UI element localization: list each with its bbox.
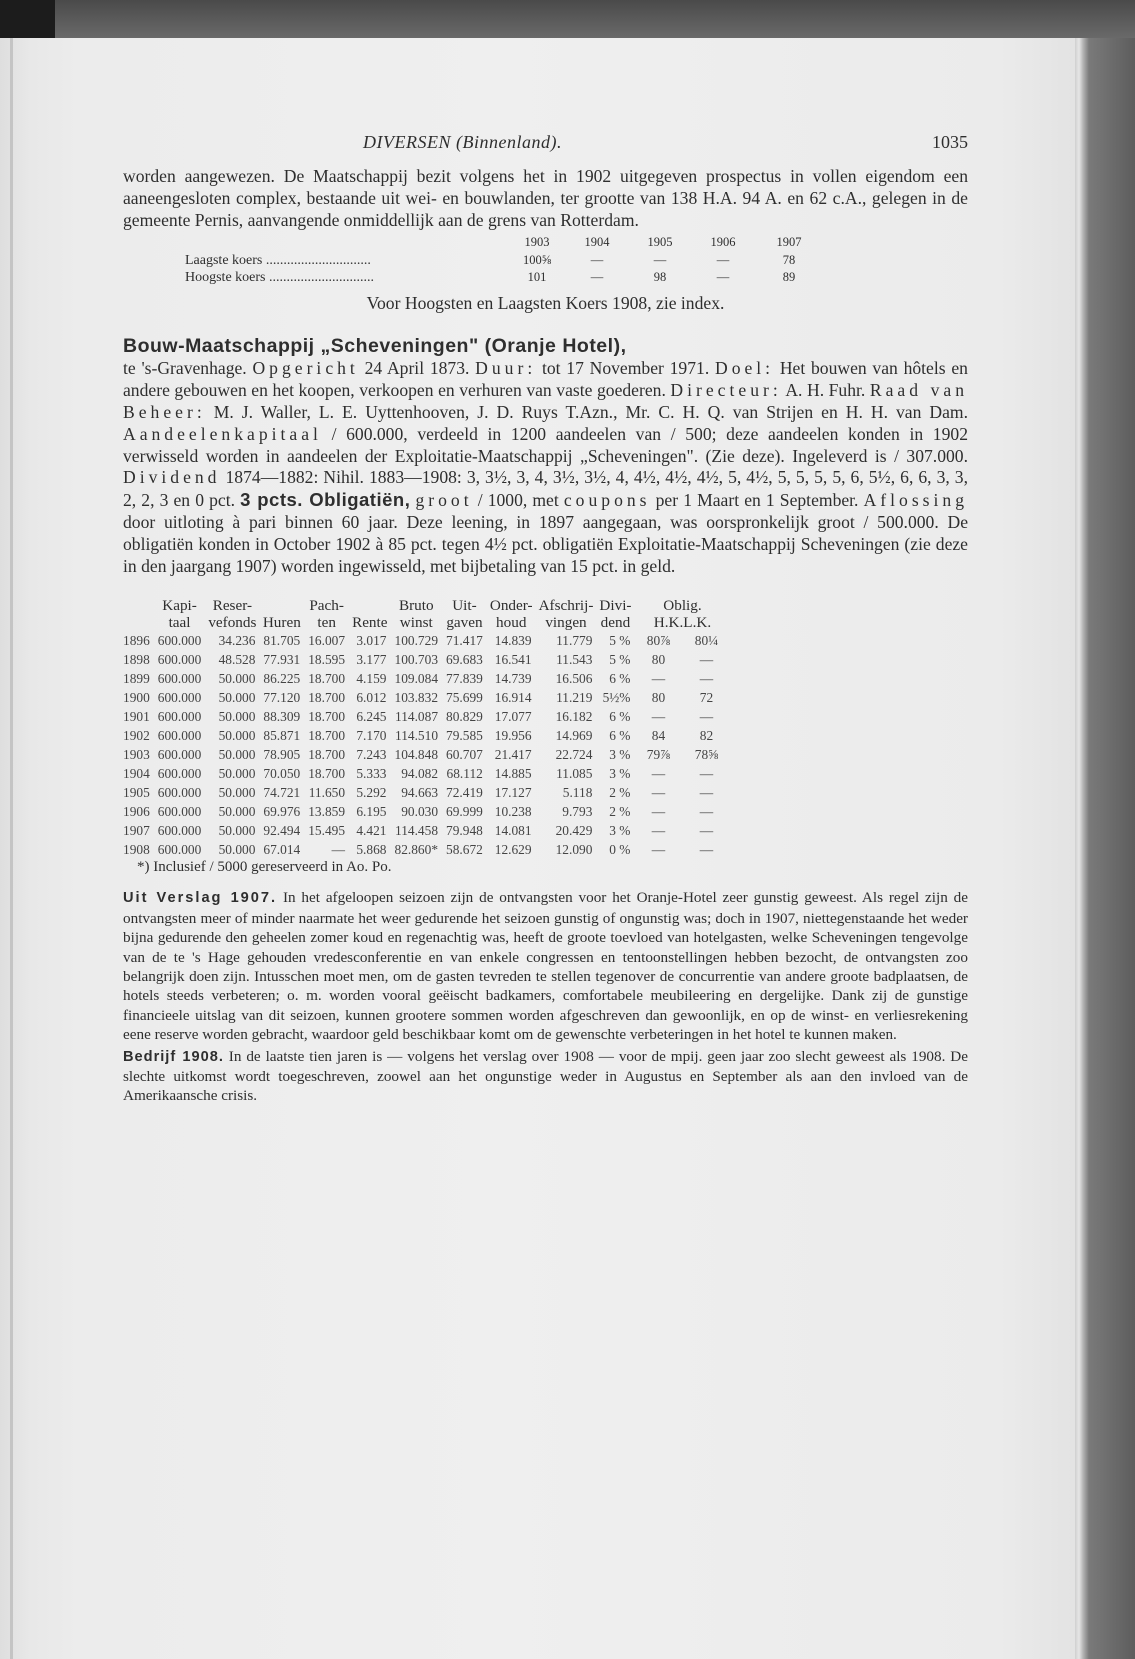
row-year: 1898 [123, 652, 150, 668]
table-cell: 22.724 [555, 747, 593, 763]
raad-label: Raad van Beheer: [123, 380, 968, 422]
table-cell: 69.683 [446, 652, 483, 668]
table-cell: 10.238 [494, 804, 532, 820]
table-cell: 14.969 [555, 728, 593, 744]
table-cell: — [651, 823, 666, 839]
table-cell: 9.793 [562, 804, 593, 820]
table-cell: 103.832 [394, 690, 439, 706]
financial-table [121, 597, 730, 859]
table-cell: 114.510 [395, 728, 439, 744]
opgericht-value: 24 April 1873. [364, 358, 470, 379]
row-year: 1904 [123, 766, 150, 782]
table-cell: 50.000 [218, 690, 256, 706]
table-cell: 3 % [609, 747, 631, 763]
table-cell: — [699, 652, 714, 668]
table-cell: 600.000 [157, 842, 202, 858]
table-cell: — [699, 804, 714, 820]
doel-value: Het bouwen van hôtels en andere gebouwen en het koopen, verkoopen en verhuren van vaste goederen. [123, 358, 968, 401]
dividend-value: 1874—1882: Nihil. 1883—1908: 3, 3½, 3, 4, 3½, 3½, 4, 4½, 4½, 4½, 5, 4½, 5, 5, 5, 5, 6, 5½, 6, 6, 3, 3, 2, 2, 3 en 0 pct. [123, 467, 968, 511]
table-cell: 18.700 [308, 690, 346, 706]
table-cell: 18.700 [308, 671, 346, 687]
table-cell: 109.084 [394, 671, 439, 687]
koers-value: — [590, 270, 604, 285]
table-cell: 50.000 [218, 842, 256, 858]
table-cell: 77.120 [263, 690, 301, 706]
col-header-year [121, 597, 154, 631]
col-header-dividend: Divi- dend [599, 597, 632, 632]
koers-year: 1906 [710, 235, 736, 250]
table-cell: 14.081 [494, 823, 532, 839]
table-cell: — [651, 766, 666, 782]
table-cell: 6.012 [356, 690, 387, 706]
table-cell: 5½% [602, 690, 631, 706]
table-cell: — [699, 709, 714, 725]
doel-label: Doel: [714, 358, 775, 379]
koers-value: — [716, 270, 730, 285]
table-cell: 600.000 [157, 690, 202, 706]
table-row [121, 688, 730, 707]
opgericht-label: Opgericht [252, 358, 359, 379]
table-cell: 19.956 [494, 728, 532, 744]
table-cell: — [699, 842, 714, 858]
table-cell: 50.000 [218, 785, 256, 801]
kapitaal-label: Aandeelenkapitaal [123, 423, 322, 444]
table-cell: 58.672 [446, 842, 483, 858]
table-cell: 78⅝ [694, 747, 719, 763]
koers-note: Voor Hoogsten en Laagsten Koers 1908, zie index. [366, 293, 725, 314]
running-head [123, 128, 968, 158]
col-header-kapitaal: Kapi- taal [162, 597, 197, 632]
table-cell: 80 [651, 690, 666, 706]
aflossing-label: Aflossing [863, 490, 969, 511]
row-year: 1901 [123, 709, 150, 725]
table-cell: 80⅞ [646, 633, 671, 649]
table-cell: 17.127 [494, 785, 532, 801]
company-place: te 's-Gravenhage. [123, 358, 247, 379]
col-header-onderhoud: Onder- houd [489, 597, 533, 632]
table-cell: 72.419 [446, 785, 483, 801]
table-cell: 14.839 [494, 633, 532, 649]
directeur-value: A. H. Fuhr. [785, 380, 866, 401]
koers-value: 100⅝ [522, 253, 552, 268]
aflossing-value: door uitloting à pari binnen 60 jaar. Deze leening, in 1897 aangegaan, was oorspronkelijk groot / 500.000. De obligatiën konden in October 1902 à 85 pct. tegen 4½ pct. obligatiën Exploitatie-Maatschappij Scheveningen (zie deze in den jaargang 1907) worden ingewisseld, met bijbetaling van 15 pct. in geld. [123, 511, 968, 576]
table-cell: 16.007 [308, 633, 346, 649]
table-cell: 72 [699, 690, 714, 706]
row-year: 1902 [123, 728, 150, 744]
table-cell: 114.458 [395, 823, 439, 839]
book-binding-edge [1075, 38, 1135, 1659]
page-number: 1035 [932, 132, 968, 152]
table-cell: 11.085 [556, 766, 593, 782]
table-cell: 600.000 [157, 728, 202, 744]
table-cell: — [651, 785, 666, 801]
table-cell: 69.999 [446, 804, 483, 820]
table-cell: — [651, 709, 666, 725]
koers-value: 101 [527, 270, 547, 285]
table-cell: 16.182 [555, 709, 593, 725]
table-cell: 600.000 [157, 671, 202, 687]
table-footnote: *) Inclusief / 5000 gereserveerd in Ao. Po. [137, 859, 392, 876]
table-cell: 60.707 [446, 747, 483, 763]
col-header-pachten: Pach- ten [309, 597, 344, 632]
table-cell: 600.000 [157, 747, 202, 763]
table-cell: 11.543 [556, 652, 593, 668]
table-cell: 600.000 [157, 823, 202, 839]
col-header-uitgaven: Uit- gaven [446, 597, 483, 632]
table-cell: 79.948 [446, 823, 483, 839]
table-cell: 6.195 [356, 804, 387, 820]
table-cell: — [651, 804, 666, 820]
table-cell: 15.495 [308, 823, 346, 839]
table-cell: 0 % [609, 842, 631, 858]
table-row [121, 745, 730, 764]
table-cell: 114.087 [395, 709, 439, 725]
coupons-label: coupons [563, 490, 651, 511]
koers-year: 1903 [524, 235, 550, 250]
duur-value: tot 17 November 1971. [541, 358, 710, 379]
koers-year: 1905 [647, 235, 673, 250]
table-cell: 18.595 [308, 652, 346, 668]
table-cell: — [699, 671, 714, 687]
table-cell: 17.077 [494, 709, 532, 725]
table-cell: 600.000 [157, 804, 202, 820]
table-header-row [121, 597, 730, 631]
duur-label: Duur: [475, 358, 537, 379]
koers-value: 89 [782, 270, 796, 285]
table-cell: — [651, 671, 666, 687]
table-cell: 100.729 [394, 633, 439, 649]
koers-year: 1904 [584, 235, 610, 250]
table-row [121, 802, 730, 821]
table-cell: 6 % [609, 709, 631, 725]
koers-table [123, 233, 968, 293]
company-title: Bouw-Maatschappij „Scheveningen" (Oranje Hotel), [123, 335, 627, 358]
table-cell: 70.050 [263, 766, 301, 782]
table-cell: 82.860* [394, 842, 439, 858]
table-cell: 68.112 [446, 766, 483, 782]
raad-value: M. J. Waller, L. E. Uyttenhooven, J. D. Ruys T.Azn., Mr. C. H. Q. van Strijen en H. H. van Dam. [213, 401, 968, 422]
table-cell: 6.245 [356, 709, 387, 725]
table-row [121, 631, 730, 650]
table-cell: 50.000 [218, 804, 256, 820]
table-cell: 5 % [609, 633, 631, 649]
table-cell: — [699, 785, 714, 801]
col-header-oblig: Oblig. H.K.L.K. [653, 597, 712, 632]
bedrijf-1908 [123, 1047, 968, 1106]
table-cell: 5 % [609, 652, 631, 668]
table-cell: 100.703 [394, 652, 439, 668]
table-cell: 7.170 [356, 728, 387, 744]
table-row [121, 707, 730, 726]
table-cell: 600.000 [157, 766, 202, 782]
bedrijf-1908-heading: Bedrijf 1908. [123, 1048, 224, 1065]
table-cell: 80.829 [446, 709, 483, 725]
table-cell: 14.739 [494, 671, 532, 687]
table-cell: 5.118 [562, 785, 593, 801]
table-cell: 50.000 [218, 709, 256, 725]
table-cell: 2 % [609, 785, 631, 801]
table-cell: 84 [651, 728, 666, 744]
row-year: 1899 [123, 671, 150, 687]
scanner-top-edge [0, 0, 1135, 40]
financial-table-body [121, 631, 730, 859]
table-cell: 50.000 [218, 766, 256, 782]
kapitaal-value: / 600.000, verdeeld in 1200 aandeelen van / 500; deze aandeelen konden in 1902 verwisseld worden in aandeelen der Exploitatie-Maatschappij „Scheveningen". (Zie deze). Ingeleverd is / 307.000. [123, 423, 968, 466]
table-cell: 85.871 [263, 728, 301, 744]
table-cell: 50.000 [218, 823, 256, 839]
table-cell: 94.663 [401, 785, 439, 801]
verslag-1907-text: In het afgeloopen seizoen zijn de ontvangsten voor het Oranje-Hotel zeer gunstig geweest. Als regel zijn de ontvangsten meer of minder naarmate het weer gedurende het seizoen gunstig of ongunstig was; doch in 1907, niettegenstaande het weder bijna gedurende den geheelen zomer koud en regenachtig was, heeft de groote toevloed van hotelgasten, welke Scheveningen tengevolge van de te 's Hage gehouden vredesconferentie en van enkele congressen en tentoonstellingen hebben bezocht, de ontvangsten zoo belangrijk doen zijn. Intusschen moet men, om de gasten tevreden te stellen tegenover de concurrentie van andere groote badplaatsen, de hotels steeds verbeteren; o. m. worden vooral geëischt badkamers, comfortabele meubileering en dergelijke. Dank zij de gunstige financieele uitslag van dit seizoen, kunnen grootere sommen worden afgeschreven dan gewoonlijk, en op de winst- en verliesrekening eene reserve worden gebracht, waardoor geld beschikbaar komt om de gewenschte verbeteringen in het hotel te kunnen maken. [123, 889, 968, 1044]
table-cell: 75.699 [446, 690, 483, 706]
table-cell: 80 [651, 652, 666, 668]
col-header-reservefonds: Reser- vefonds [208, 597, 257, 632]
table-cell: 600.000 [157, 633, 202, 649]
koers-value: — [590, 253, 604, 268]
table-cell: 3.017 [356, 633, 387, 649]
table-cell: 4.421 [356, 823, 387, 839]
koers-value: 98 [653, 270, 667, 285]
table-cell: 71.417 [446, 633, 483, 649]
table-cell: 79.585 [446, 728, 483, 744]
table-cell: 74.721 [263, 785, 301, 801]
table-cell: 80¼ [694, 633, 719, 649]
table-cell: 11.650 [308, 785, 346, 801]
table-cell: — [331, 842, 346, 858]
table-row [121, 650, 730, 669]
table-cell: 90.030 [401, 804, 439, 820]
row-year: 1900 [123, 690, 150, 706]
table-cell: 48.528 [218, 652, 256, 668]
bedrijf-1908-text: In de laatste tien jaren is — volgens het verslag over 1908 — voor de mpij. geen jaar zoo slecht geweest als 1908. De slechte uitkomst wordt toegeschreven, zoowel aan het ongunstige weder in Augustus en September als aan den invloed van de Amerikaansche crisis. [123, 1047, 969, 1105]
page-content [123, 128, 968, 1106]
coupons-value: per 1 Maart en 1 September. [655, 490, 859, 511]
table-row [121, 783, 730, 802]
table-cell: 11.779 [556, 633, 593, 649]
company-description [123, 358, 968, 577]
table-row [121, 669, 730, 688]
table-cell: 3 % [609, 766, 631, 782]
table-cell: 600.000 [157, 652, 202, 668]
table-row [121, 821, 730, 840]
groot-label: groot [415, 490, 473, 511]
koers-value: 78 [782, 253, 796, 268]
table-cell: 79⅞ [646, 747, 671, 763]
row-year: 1903 [123, 747, 150, 763]
table-cell: 78.905 [263, 747, 301, 763]
table-cell: 11.219 [556, 690, 593, 706]
table-cell: 82 [699, 728, 714, 744]
table-cell: 3.177 [356, 652, 387, 668]
koers-label: Hoogste koers .............................. [185, 270, 374, 286]
table-cell: 12.629 [494, 842, 532, 858]
directeur-label: Directeur: [670, 380, 782, 401]
table-cell: 2 % [609, 804, 631, 820]
table-cell: 20.429 [555, 823, 593, 839]
table-cell: 600.000 [157, 785, 202, 801]
table-cell: 50.000 [218, 747, 256, 763]
table-cell: 5.292 [356, 785, 387, 801]
col-header-huren: Huren [262, 614, 301, 632]
scanner-corner [0, 0, 55, 38]
table-cell: 67.014 [263, 842, 301, 858]
table-cell: 14.885 [494, 766, 532, 782]
table-cell: 16.914 [494, 690, 532, 706]
table-cell: 6 % [609, 728, 631, 744]
table-cell: 12.090 [555, 842, 593, 858]
table-cell: 6 % [609, 671, 631, 687]
table-cell: 13.859 [308, 804, 346, 820]
row-year: 1905 [123, 785, 150, 801]
table-cell: 18.700 [308, 766, 346, 782]
table-cell: 18.700 [308, 709, 346, 725]
col-header-afschrijvingen: Afschrij- vingen [538, 597, 594, 632]
table-row [121, 840, 730, 859]
col-header-bruto-winst: Bruto winst [398, 597, 434, 632]
koers-year: 1907 [776, 235, 802, 250]
row-year: 1906 [123, 804, 150, 820]
table-cell: 77.839 [446, 671, 483, 687]
koers-row-hoogste [185, 270, 796, 286]
table-cell: 18.700 [308, 747, 346, 763]
row-year: 1908 [123, 842, 150, 858]
table-cell: 21.417 [494, 747, 532, 763]
table-cell: 34.236 [218, 633, 256, 649]
koers-value: — [716, 253, 730, 268]
table-cell: 104.848 [394, 747, 439, 763]
verslag-1907-heading: Uit Verslag 1907. [123, 890, 278, 907]
table-cell: 5.333 [356, 766, 387, 782]
table-cell: 7.243 [356, 747, 387, 763]
reports-section [123, 888, 968, 1105]
row-year: 1907 [123, 823, 150, 839]
table-cell: 88.309 [263, 709, 301, 725]
verslag-1907 [123, 888, 968, 1044]
table-row [121, 764, 730, 783]
table-cell: 81.705 [263, 633, 301, 649]
table-cell: 4.159 [356, 671, 387, 687]
table-cell: 18.700 [308, 728, 346, 744]
obligatien-heading: 3 pcts. Obligatiën, [240, 489, 411, 511]
table-cell: 86.225 [263, 671, 301, 687]
dividend-label: Dividend [123, 467, 221, 488]
table-cell: 5.868 [356, 842, 387, 858]
col-header-rente: Rente [352, 614, 388, 632]
intro-paragraph: worden aangewezen. De Maatschappij bezit volgens het in 1902 uitgegeven prospectus in vollen eigendom een aaneengesloten complex, bestaande uit wei- en bouwlanden, ter grootte van 138 H.A. 94 A. en 62 c.A., gelegen in de gemeente Pernis, aanvangende onmiddellijk aan de grens van Rotterdam. [123, 166, 968, 230]
table-cell: 600.000 [157, 709, 202, 725]
table-cell: 94.082 [401, 766, 439, 782]
table-cell: — [699, 823, 714, 839]
table-row [121, 726, 730, 745]
page-left-edge [10, 38, 13, 1659]
table-cell: 69.976 [263, 804, 301, 820]
groot-value: / 1000, met [477, 490, 559, 511]
table-cell: 50.000 [218, 728, 256, 744]
table-cell: 16.541 [494, 652, 532, 668]
row-year: 1896 [123, 633, 150, 649]
table-cell: 92.494 [263, 823, 301, 839]
table-cell: — [699, 766, 714, 782]
koers-row-laagste [185, 253, 796, 269]
table-cell: — [651, 842, 666, 858]
koers-value: — [653, 253, 667, 268]
koers-label: Laagste koers .............................. [185, 253, 371, 269]
running-head-title: DIVERSEN (Binnenland). [363, 132, 562, 152]
table-cell: 77.931 [263, 652, 301, 668]
table-cell: 16.506 [555, 671, 593, 687]
koers-years-row [185, 235, 802, 251]
table-cell: 3 % [609, 823, 631, 839]
table-cell: 50.000 [218, 671, 256, 687]
